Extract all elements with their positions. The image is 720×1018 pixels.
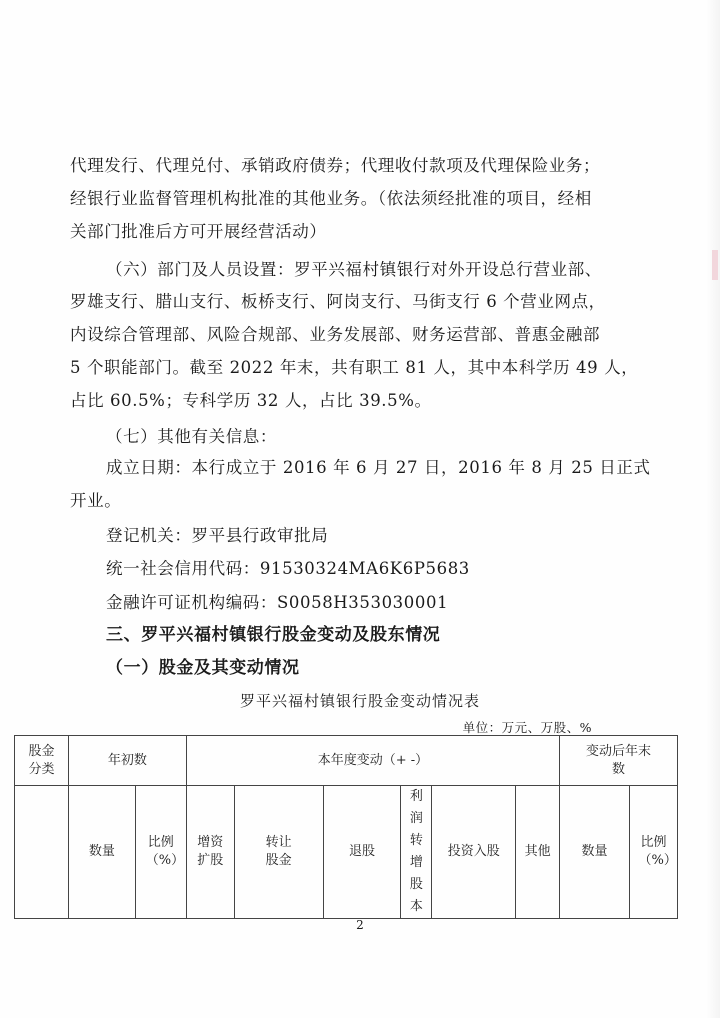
table-unit: 单位：万元、万股、% <box>462 720 592 735</box>
body-line: 内设综合管理部、风险合规部、业务发展部、财务运营部、普惠金融部 <box>70 325 601 344</box>
page-number: 2 <box>356 918 364 932</box>
table-header-row <box>15 736 678 786</box>
header-change: 本年度变动（+ -） <box>186 736 559 786</box>
col-other: 其他 <box>516 786 560 919</box>
col-investment: 投资入股 <box>432 786 516 919</box>
body-line: 关部门批准后方可开展经营活动） <box>70 222 327 241</box>
body-line: （七）其他有关信息： <box>106 427 277 446</box>
body-line: 5 个职能部门。截至 2022 年末，共有职工 81 人，其中本科学历 49 人， <box>70 358 639 377</box>
body-line: 代理发行、代理兑付、承销政府债券；代理收付款项及代理保险业务； <box>70 156 601 175</box>
cell-empty <box>15 786 69 919</box>
col-quantity-end: 数量 <box>560 786 630 919</box>
capital-change-table <box>14 735 678 919</box>
col-ratio-end: 比例（%） <box>629 786 677 919</box>
col-transfer: 转让股金 <box>234 786 323 919</box>
col-profit-conversion: 利润转增股本 <box>401 786 432 919</box>
body-line: 成立日期：本行成立于 2016 年 6 月 27 日，2016 年 8 月 25 日正式 <box>106 458 651 477</box>
body-line: （六）部门及人员设置：罗平兴福村镇银行对外开设总行营业部、 <box>106 260 602 279</box>
binding-mark <box>712 250 718 280</box>
col-ratio-begin: 比例（%） <box>135 786 186 919</box>
body-line: 占比 60.5%；专科学历 32 人，占比 39.5%。 <box>70 391 432 410</box>
body-line: 开业。 <box>70 491 122 510</box>
body-line: 登记机关：罗平县行政审批局 <box>106 526 329 545</box>
body-line: 罗雄支行、腊山支行、板桥支行、阿岗支行、马街支行 6 个营业网点， <box>70 292 606 311</box>
table-title: 罗平兴福村镇银行股金变动情况表 <box>239 692 480 710</box>
page-edge <box>706 0 720 1018</box>
col-capital-increase: 增资扩股 <box>186 786 234 919</box>
body-line: 统一社会信用代码：91530324MA6K6P5683 <box>106 559 470 578</box>
body-line: 经银行业监督管理机构批准的其他业务。（依法须经批准的项目，经相 <box>70 189 592 208</box>
subsection-heading: （一）股金及其变动情况 <box>106 658 300 678</box>
header-end: 变动后年末数 <box>560 736 678 786</box>
section-heading: 三、罗平兴福村镇银行股金变动及股东情况 <box>106 625 441 645</box>
header-category: 股金分类 <box>15 736 69 786</box>
col-quantity-begin: 数量 <box>68 786 135 919</box>
col-withdraw: 退股 <box>323 786 401 919</box>
body-line: 金融许可证机构编码：S0058H353030001 <box>106 593 449 612</box>
table-subheader-row <box>15 786 678 919</box>
header-begin: 年初数 <box>68 736 186 786</box>
